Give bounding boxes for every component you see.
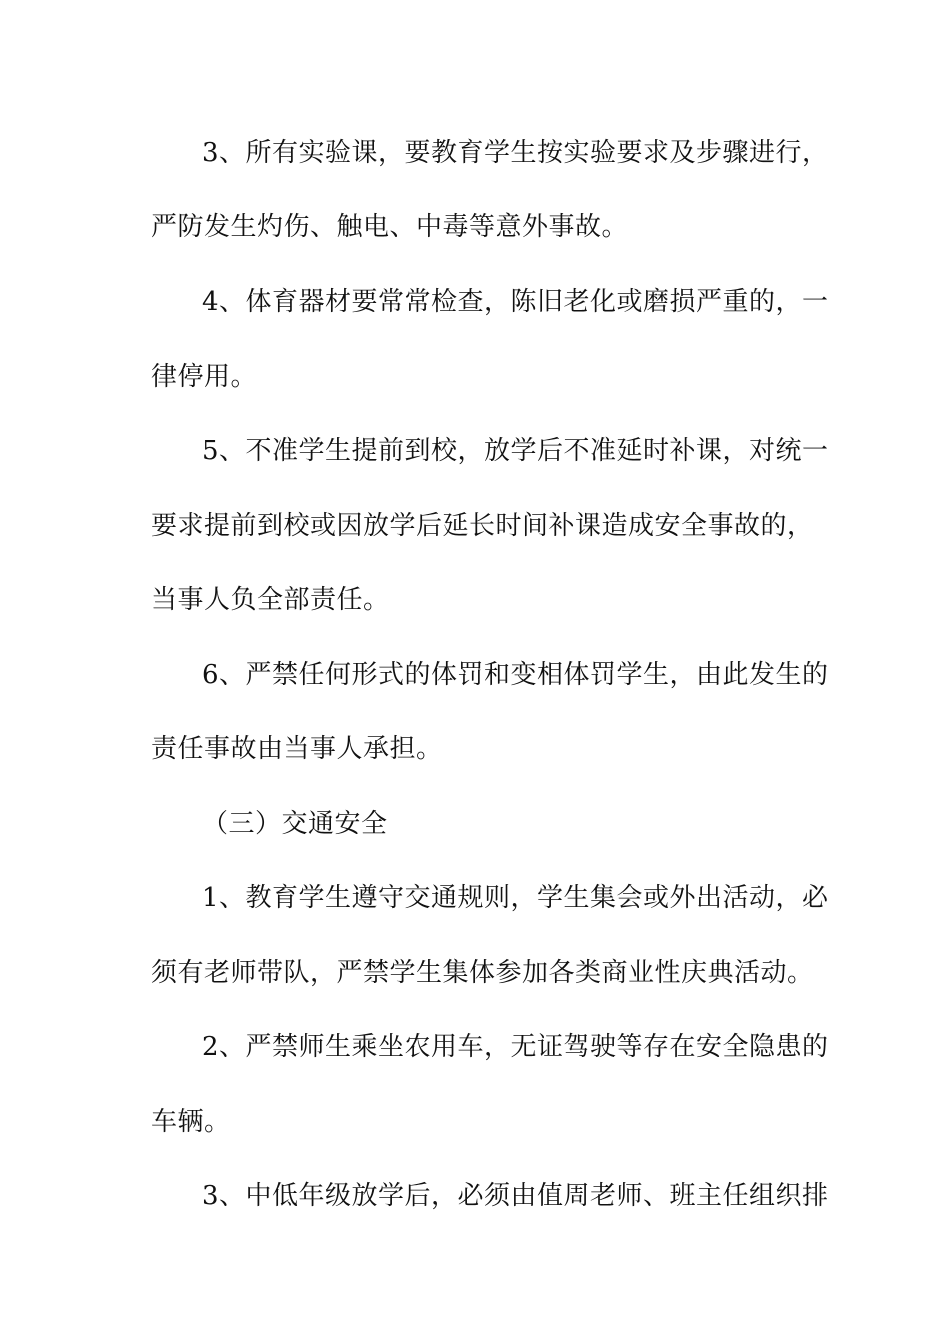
- section-heading: （三）交通安全: [202, 809, 388, 839]
- paragraph-line: 3、所有实验课，要教育学生按实验要求及步骤进行，: [202, 138, 829, 168]
- paragraph-line: 2、严禁师生乘坐农用车，无证驾驶等存在安全隐患的: [202, 1032, 829, 1062]
- paragraph-line: 3、中低年级放学后，必须由值周老师、班主任组织排: [202, 1181, 829, 1211]
- paragraph-line: 严防发生灼伤、触电、中毒等意外事故。: [151, 212, 629, 242]
- paragraph-line: 1、教育学生遵守交通规则，学生集会或外出活动，必: [202, 883, 829, 913]
- paragraph-line: 须有老师带队，严禁学生集体参加各类商业性庆典活动。: [151, 958, 814, 988]
- paragraph-line: 要求提前到校或因放学后延长时间补课造成安全事故的，: [151, 511, 814, 541]
- paragraph-line: 当事人负全部责任。: [151, 585, 390, 615]
- paragraph-line: 6、严禁任何形式的体罚和变相体罚学生，由此发生的: [202, 660, 829, 690]
- paragraph-line: 车辆。: [151, 1107, 231, 1137]
- paragraph-line: 律停用。: [151, 362, 258, 392]
- paragraph-line: 5、不准学生提前到校，放学后不准延时补课，对统一: [202, 436, 829, 466]
- paragraph-line: 4、体育器材要常常检查，陈旧老化或磨损严重的，一: [202, 287, 829, 317]
- paragraph-line: 责任事故由当事人承担。: [151, 734, 443, 764]
